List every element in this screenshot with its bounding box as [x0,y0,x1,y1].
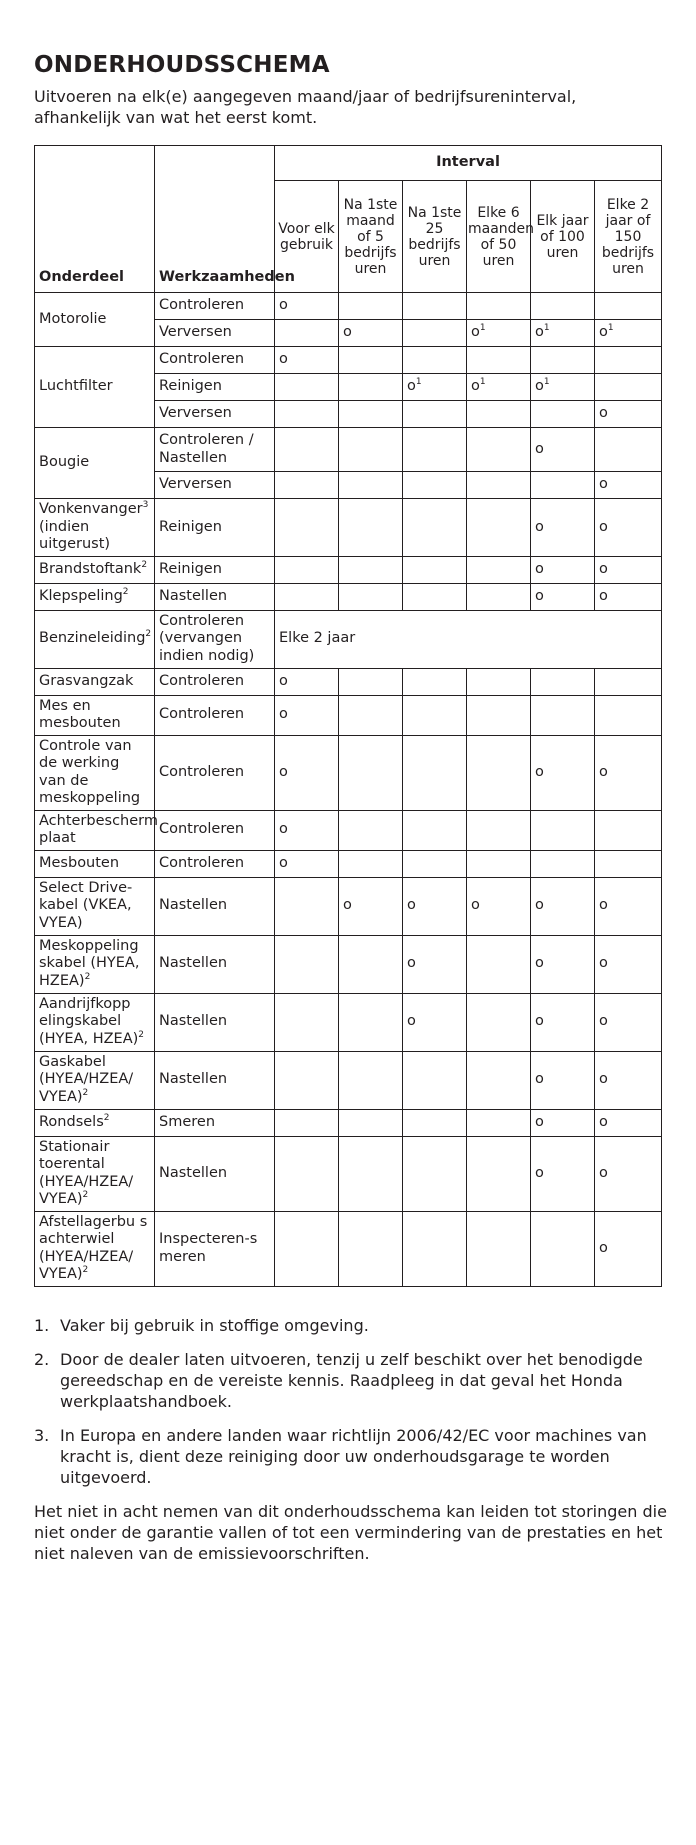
interval-mark-cell [339,583,403,610]
footnote-number: 3. [34,1425,50,1445]
interval-mark-cell [275,472,339,499]
check-mark: o [599,405,608,422]
interval-mark-cell [339,499,403,557]
task-cell: Controleren [155,735,275,810]
footnote-ref: 2 [84,971,91,982]
interval-mark-cell [531,1051,595,1109]
interval-mark-cell [467,1051,531,1109]
task-cell: Controleren [155,668,275,695]
interval-mark-cell [595,993,662,1051]
interval-mark-cell [275,1109,339,1136]
footnote-number: 2. [34,1349,50,1369]
table-row [35,695,662,735]
footnote-ref: 2 [82,1265,89,1275]
part-cell [35,735,155,810]
footnote-ref: 1 [543,323,550,334]
interval-mark-cell [595,1051,662,1109]
footnote-text: Vaker bij gebruik in stoffige omgeving. [60,1315,369,1335]
interval-col-3: Elke 6 maanden of 50 uren [467,181,531,293]
interval-mark-cell [403,993,467,1051]
interval-mark-cell [531,499,595,557]
interval-mark-cell [339,668,403,695]
footnote-ref: 2 [141,559,148,570]
interval-mark-cell [595,935,662,993]
check-mark: o [599,560,608,577]
interval-mark-cell [275,850,339,877]
task-cell: Inspecteren-s meren [155,1211,275,1286]
part-name: Afstellagerbu s achterwiel (HYEA/HZEA/ VYEA) [39,1213,148,1282]
part-name: Rondsels [39,1113,104,1130]
interval-mark-cell [531,1109,595,1136]
interval-mark-cell [339,556,403,583]
interval-mark-cell [275,1136,339,1211]
interval-mark-cell [403,1109,467,1136]
interval-mark-cell [339,877,403,935]
table-row [35,583,662,610]
check-mark: o [535,324,544,341]
interval-mark-cell [531,428,595,472]
interval-mark-cell [339,472,403,499]
column-header-part: Onderdeel [35,146,155,293]
table-row [35,1051,662,1109]
part-name: Mes en mesbouten [39,697,121,731]
part-name: Grasvangzak [39,672,134,689]
interval-col-4: Elk jaar of 100 uren [531,181,595,293]
check-mark: o [279,706,288,723]
task-cell: Nastellen [155,993,275,1051]
task-cell: Controleren [155,347,275,374]
interval-mark-cell [595,499,662,557]
interval-mark-cell [403,668,467,695]
closing-text: Het niet in acht nemen van dit onderhoudsschema kan leiden tot storingen die niet onder de garantie vallen of tot een vermindering van de prestaties en het niet naleven van de emissievoorschriften. [34,1501,667,1563]
part-cell [35,850,155,877]
interval-mark-cell [595,374,662,401]
table-row [35,1109,662,1136]
interval-mark-cell [339,1136,403,1211]
part-cell [35,810,158,850]
interval-mark-cell [403,320,467,347]
interval-mark-cell [467,668,531,695]
interval-mark-cell [403,695,467,735]
interval-mark-cell [339,293,403,320]
interval-mark-cell [403,293,467,320]
maintenance-schedule-table [34,145,662,1287]
footnote-ref: 1 [479,377,486,388]
interval-col-1: Na 1ste maand of 5 bedrijfs uren [339,181,403,293]
interval-mark-cell [467,993,531,1051]
interval-mark-cell [531,993,595,1051]
part-cell [35,668,155,695]
check-mark: o [535,440,544,457]
interval-mark-cell [275,877,339,935]
interval-mark-cell [595,293,662,320]
column-header-task: Werkzaamheden [155,146,275,293]
interval-mark-cell [403,935,467,993]
interval-mark-cell [275,935,339,993]
interval-mark-cell [467,1136,531,1211]
part-name: Mesbouten [39,854,120,871]
interval-mark-cell [339,850,403,877]
task-cell: Verversen [155,401,275,428]
interval-mark-cell [403,877,467,935]
interval-mark-cell [467,1109,531,1136]
footnote-number: 1. [34,1315,50,1335]
interval-mark-cell [467,810,531,850]
interval-mark-cell [403,1136,467,1211]
check-mark: o [599,324,608,341]
interval-mark-cell [403,472,467,499]
check-mark: o [599,518,608,535]
footnote-ref: 2 [138,1029,145,1040]
interval-mark-cell [467,695,531,735]
interval-mark-cell [403,401,467,428]
part-cell [35,993,155,1051]
interval-mark-cell [339,1109,403,1136]
task-cell: Reinigen [155,499,275,557]
interval-mark-cell [275,1211,339,1286]
interval-mark-cell [467,1211,531,1286]
part-name: Achterbescherm plaat [39,812,158,846]
part-cell [35,1136,155,1211]
interval-mark-cell [275,668,339,695]
check-mark: o [279,763,288,780]
part-name: Luchtfilter [39,378,113,395]
interval-mark-cell [595,850,662,877]
interval-mark-cell [467,472,531,499]
task-cell: Controleren [155,850,275,877]
table-row [35,499,662,557]
interval-mark-cell [403,347,467,374]
check-mark: o [535,1164,544,1181]
table-row [35,668,662,695]
interval-col-5: Elke 2 jaar of 150 bedrijfs uren [595,181,662,293]
check-mark: o [279,672,288,689]
interval-mark-cell [275,293,339,320]
part-name: Select Drive-kabel (VKEA, VYEA) [39,879,133,931]
footnote-ref: 3 [142,500,149,510]
footnote-ref: 2 [103,1112,110,1123]
task-cell: Nastellen [155,877,275,935]
check-mark: o [599,763,608,780]
interval-mark-cell [531,374,595,401]
interval-mark-cell [339,1211,403,1286]
interval-mark-cell [595,735,662,810]
footnote-ref: 2 [82,1190,89,1200]
interval-mark-cell [595,472,662,499]
table-row [35,877,662,935]
task-cell: Reinigen [155,374,275,401]
interval-mark-cell [275,695,339,735]
every-2-years-cell: Elke 2 jaar [275,610,662,668]
interval-mark-cell [275,556,339,583]
interval-mark-cell [339,935,403,993]
footnote-ref: 2 [82,1087,89,1098]
interval-mark-cell [403,374,467,401]
interval-mark-cell [531,556,595,583]
interval-mark-cell [595,347,662,374]
interval-mark-cell [467,320,531,347]
interval-mark-cell [339,428,403,472]
interval-mark-cell [531,472,595,499]
check-mark: o [471,324,480,341]
interval-mark-cell [275,1051,339,1109]
interval-mark-cell [275,374,339,401]
check-mark: o [407,1013,416,1030]
interval-mark-cell [467,735,531,810]
check-mark: o [343,897,352,914]
interval-mark-cell [531,668,595,695]
task-cell: Controleren [155,293,275,320]
interval-col-0: Voor elk gebruik [275,181,339,293]
footnote-text: Door de dealer laten uitvoeren, tenzij u zelf beschikt over het benodigde gereedschap en de vereiste kennis. Raadpleeg in dat geval het Honda werkplaatshandboek. [60,1349,643,1411]
interval-mark-cell [595,1211,662,1286]
interval-mark-cell [275,347,339,374]
check-mark: o [535,897,544,914]
check-mark: o [407,897,416,914]
check-mark: o [279,821,288,838]
interval-mark-cell [339,695,403,735]
table-row [35,1136,662,1211]
interval-mark-cell [595,695,662,735]
check-mark: o [343,324,352,341]
part-name: Stationair toerental (HYEA/HZEA/ VYEA) [39,1138,134,1207]
interval-mark-cell [595,583,662,610]
task-cell: Nastellen [155,1136,275,1211]
interval-mark-cell [339,347,403,374]
interval-col-2: Na 1ste 25 bedrijfs uren [403,181,467,293]
part-name: Meskoppeling skabel (HYEA, HZEA) [39,937,140,989]
interval-mark-cell [403,1051,467,1109]
check-mark: o [535,560,544,577]
footnote-ref: 1 [415,377,422,388]
interval-mark-cell [275,428,339,472]
interval-mark-cell [595,556,662,583]
interval-mark-cell [595,810,662,850]
interval-mark-cell [531,293,595,320]
part-cell [35,935,155,993]
task-cell: Nastellen [155,583,275,610]
interval-mark-cell [467,293,531,320]
interval-mark-cell [531,401,595,428]
part-cell [35,1109,155,1136]
footnote-text: In Europa en andere landen waar richtlijn 2006/42/EC voor machines van kracht is, dient deze reiniging door uw onderhoudsgarage te worden uitgevoerd. [60,1425,647,1487]
interval-mark-cell [531,877,595,935]
interval-mark-cell [403,556,467,583]
table-row [35,428,662,472]
interval-mark-cell [403,583,467,610]
interval-mark-cell [595,1109,662,1136]
check-mark: o [535,518,544,535]
interval-mark-cell [339,374,403,401]
interval-mark-cell [595,668,662,695]
interval-mark-cell [339,993,403,1051]
interval-mark-cell [467,374,531,401]
footnote-ref: 2 [145,629,152,640]
part-name: Aandrijfkopp elingskabel (HYEA, HZEA) [39,995,139,1047]
check-mark: o [279,297,288,314]
interval-mark-cell [595,428,662,472]
interval-mark-cell [339,810,403,850]
table-row [35,993,662,1051]
part-cell [35,293,155,347]
interval-mark-cell [467,877,531,935]
footnote [34,1349,662,1412]
interval-mark-cell [275,993,339,1051]
interval-mark-cell [467,347,531,374]
task-cell: Controleren [155,695,275,735]
interval-mark-cell [467,583,531,610]
part-name: Klepspeling [39,587,123,604]
schedule-body [35,293,662,1287]
interval-mark-cell [403,850,467,877]
check-mark: o [407,955,416,972]
task-cell: Controleren (vervangen indien nodig) [155,610,275,668]
part-cell [35,610,155,668]
interval-mark-cell [339,735,403,810]
interval-mark-cell [531,1136,595,1211]
task-cell: Verversen [155,472,275,499]
part-name: Gaskabel (HYEA/HZEA/ VYEA) [39,1053,134,1105]
interval-mark-cell [467,850,531,877]
table-row [35,1211,662,1286]
footnote-ref: 2 [122,586,129,597]
table-row [35,347,662,374]
part-name: Controle van de werking van de meskoppeling [39,737,141,806]
interval-mark-cell [275,810,339,850]
interval-mark-cell [595,401,662,428]
check-mark: o [599,955,608,972]
table-row [35,556,662,583]
interval-mark-cell [467,556,531,583]
task-cell: Smeren [155,1109,275,1136]
part-cell [35,1211,155,1286]
footnote-ref: 1 [607,323,614,334]
interval-mark-cell [595,877,662,935]
check-mark: o [535,763,544,780]
interval-mark-cell [531,735,595,810]
interval-mark-cell [403,1211,467,1286]
interval-mark-cell [339,1051,403,1109]
interval-mark-cell [595,1136,662,1211]
interval-mark-cell [403,499,467,557]
part-name: Benzineleiding [39,630,146,647]
table-row [35,935,662,993]
part-cell [35,428,155,499]
table-row [35,735,662,810]
interval-mark-cell [339,320,403,347]
table-row [35,293,662,320]
interval-mark-cell [595,320,662,347]
part-cell [35,583,155,610]
interval-mark-cell [531,347,595,374]
intro-text: Uitvoeren na elk(e) aangegeven maand/jaar of bedrijfsureninterval, afhankelijk van wat het eerst komt. [34,87,577,127]
check-mark: o [471,897,480,914]
footnote [34,1315,662,1336]
part-note: (indien uitgerust) [39,518,111,552]
task-cell: Reinigen [155,556,275,583]
interval-mark-cell [531,320,595,347]
interval-mark-cell [403,428,467,472]
task-cell: Nastellen [155,1051,275,1109]
interval-mark-cell [531,850,595,877]
check-mark: o [279,854,288,871]
table-row [35,610,662,668]
footnote [34,1425,662,1488]
interval-mark-cell [275,320,339,347]
footnote-ref: 1 [543,377,550,388]
check-mark: o [471,378,480,395]
part-name: Motorolie [39,310,107,327]
check-mark: o [535,378,544,395]
table-row [35,810,662,850]
check-mark: o [599,897,608,914]
interval-header: Interval [275,146,662,181]
interval-mark-cell [467,401,531,428]
part-name: Vonkenvanger [39,501,143,517]
interval-mark-cell [403,810,467,850]
task-cell: Controleren [155,810,275,850]
task-cell: Verversen [155,320,275,347]
check-mark: o [535,587,544,604]
check-mark: o [599,1013,608,1030]
check-mark: o [599,587,608,604]
task-cell: Controleren / Nastellen [155,428,275,472]
table-row [35,850,662,877]
check-mark: o [599,1239,608,1256]
part-cell [35,347,155,428]
check-mark: o [599,476,608,493]
interval-mark-cell [531,810,595,850]
interval-mark-cell [467,935,531,993]
interval-mark-cell [275,583,339,610]
part-cell [35,1051,155,1109]
footnotes [34,1315,662,1488]
interval-mark-cell [403,735,467,810]
check-mark: o [279,351,288,368]
task-cell: Nastellen [155,935,275,993]
interval-mark-cell [275,401,339,428]
interval-mark-cell [531,935,595,993]
interval-mark-cell [275,499,339,557]
interval-mark-cell [531,1211,595,1286]
check-mark: o [535,1013,544,1030]
part-cell [35,877,155,935]
interval-mark-cell [275,735,339,810]
check-mark: o [535,1071,544,1088]
interval-mark-cell [531,583,595,610]
check-mark: o [599,1113,608,1130]
interval-mark-cell [531,695,595,735]
interval-mark-cell [339,401,403,428]
page-title: ONDERHOUDSSCHEMA [34,52,330,78]
check-mark: o [535,955,544,972]
part-cell [35,556,155,583]
part-name: Brandstoftank [39,560,142,577]
interval-mark-cell [467,428,531,472]
check-mark: o [407,378,416,395]
check-mark: o [599,1071,608,1088]
part-name: Bougie [39,454,90,471]
interval-mark-cell [467,499,531,557]
check-mark: o [535,1113,544,1130]
part-cell [35,695,155,735]
footnote-ref: 1 [479,323,486,334]
part-cell [35,499,155,557]
check-mark: o [599,1164,608,1181]
